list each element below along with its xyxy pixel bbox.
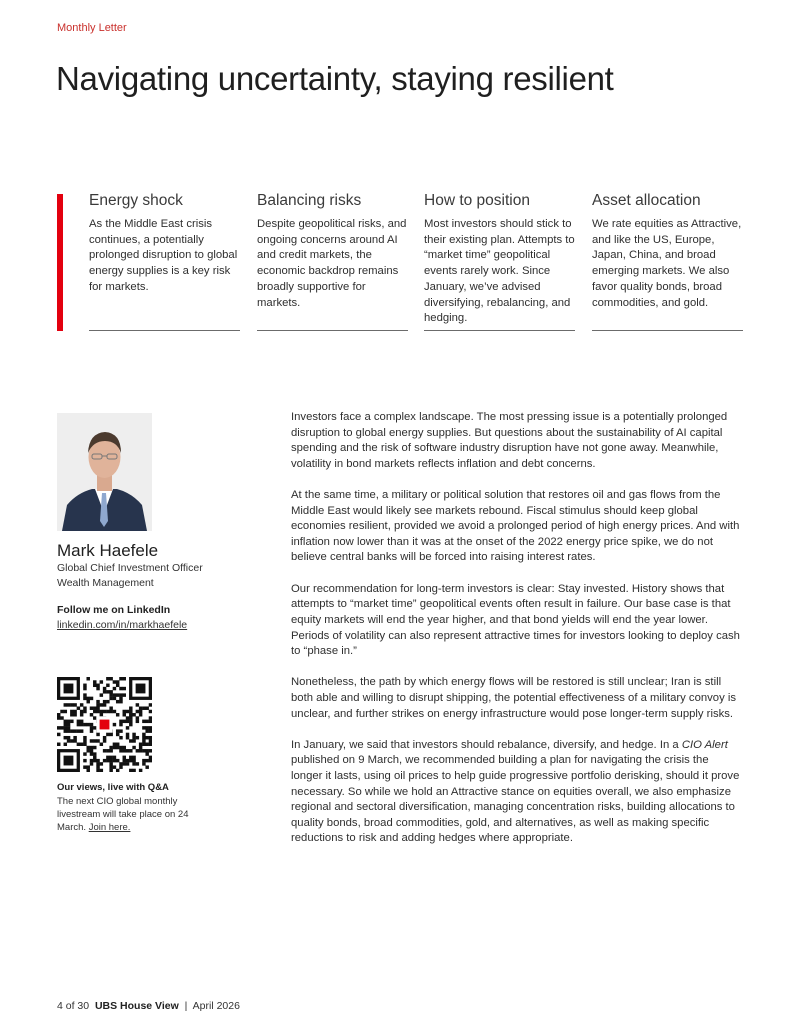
summary-rule [424,330,575,331]
body-paragraph: Nonetheless, the path by which energy flows will be restored is still unclear; Iran is still both able and willing to disrupt shipping, the potential effectiveness of a military convoy is unclear, and further strikes on energy infrastructure would pose longer-term supply risks. [291,676,737,720]
summary-text: We rate equities as Attractive, and like the US, Europe, Japan, China, and broad emerging markets. We also favor quality bonds, broad commodities, and gold. [592,218,742,309]
author-portrait [57,413,152,531]
body-paragraph: At the same time, a military or political solution that restores oil and gas flows from the Middle East would likely see markets rebound. Fiscal stimulus should keep global economies resilient, provided we avoid a prolonged period of high energy prices. And with inflation now lower than it was at the onset of the 2022 energy price spike, we do not believe central banks will be forced into raising interest rates. [291,489,740,564]
author-division: Wealth Management [57,577,154,589]
kicker: Monthly Letter [57,22,127,34]
linkedin-link[interactable]: linkedin.com/in/markhaefele [57,619,188,631]
qa-description: The next CIO global monthly livestream will take place on 24 March. [57,796,189,834]
page-number: 4 of 30 [57,1000,90,1012]
summary-text: Most investors should stick to their existing plan. Attempts to “market time” geopolitical events rarely work. Since January, we’ve advised diversifying, rebalancing, and hedging. [424,218,575,325]
summary-rule [592,330,743,331]
body-paragraph: Our recommendation for long-term investors is clear: Stay invested. History shows that attempts to “market time” geopolitical events often result in failure. Our base case is that equity markets will end the year higher, and that bond yields will end the year lower. Periods of volatility can also represent attractive times for investors looking to deploy cash to “phase in.” [291,582,740,658]
summary-text: As the Middle East crisis continues, a potentially prolonged disruption to global energy supplies is a key risk for markets. [89,218,238,293]
footer-date: April 2026 [192,1000,240,1012]
summary-heading: How to position [424,192,530,209]
body-paragraph: Investors face a complex landscape. The most pressing issue is a potentially prolonged disruption to global energy supplies. But questions about the sustainability of AI capital spending and the risk of software industry disruption have not gone away. Meanwhile, volatility in bond markets reflects inflation and debt concerns. [291,411,728,470]
page-footer [57,1000,240,1012]
summary-rule [89,330,240,331]
page-title: Navigating uncertainty, staying resilient [56,60,614,97]
article-body [291,410,743,863]
summary-text: Despite geopolitical risks, and ongoing concerns around AI and credit markets, the economic backdrop remains broadly supportive for markets. [257,218,407,309]
qa-text [57,795,189,835]
qr-code[interactable] [57,677,152,772]
body-text: In January, we said that investors should rebalance, diversify, and hedge. In a [291,738,682,751]
footer-separator: | [184,1000,188,1012]
footer-brand: UBS House View [94,1000,179,1012]
summary-column-risks [257,192,409,311]
cio-alert-title: CIO Alert [681,738,728,751]
summary-column-allocation [592,192,744,311]
qa-title: Our views, live with Q&A [57,782,169,793]
join-link[interactable]: Join here. [88,822,131,834]
body-paragraph [291,738,743,847]
body-text: published on 9 March, we recommended building a plan for navigating the crisis the longer it lasts, using oil prices to help guide progressive portfolio derisking, should it prove necessary. So while we hold an Attractive stance on equities overall, we also emphasize regional and sectoral diversification, managing concentration risks, building allocations to quality bonds, broad commodities, gold, and alternatives, as well as making specific reductions to risk and adding hedges where appropriate. [291,754,740,845]
author-name: Mark Haefele [57,541,159,560]
accent-bar [57,194,63,331]
summary-column-energy [89,192,241,296]
author-role [57,561,203,591]
author-title: Global Chief Investment Officer [57,562,203,574]
summary-heading: Asset allocation [592,192,701,209]
summary-heading: Balancing risks [257,192,362,209]
summary-heading: Energy shock [89,192,183,209]
summary-column-position [424,192,576,327]
follow-label: Follow me on LinkedIn [57,604,171,616]
summary-rule [257,330,408,331]
